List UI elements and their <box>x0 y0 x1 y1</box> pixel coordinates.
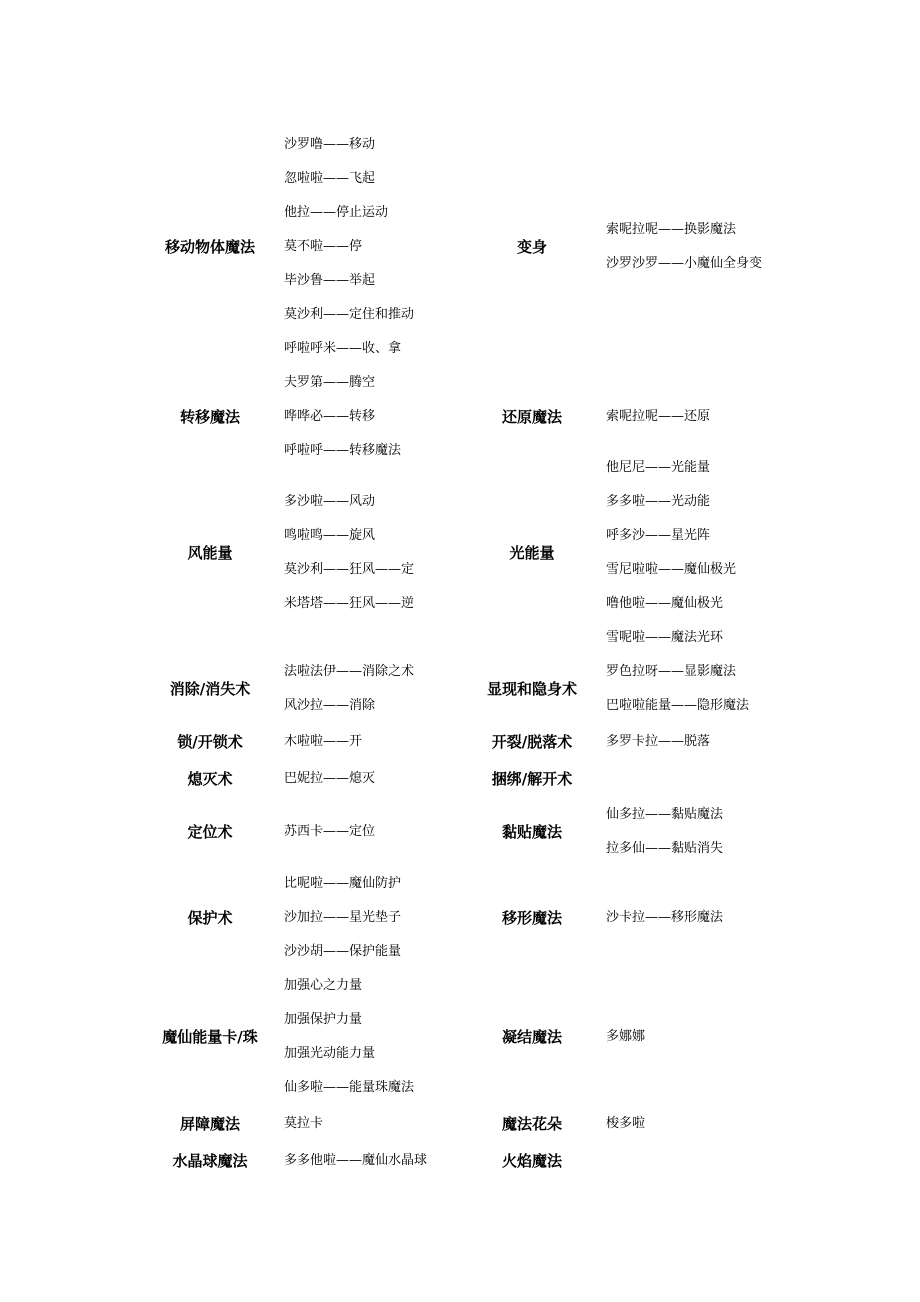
category-label: 开裂/脱落术 <box>491 733 573 751</box>
spell-entry: 呼多沙——星光阵 <box>606 528 711 543</box>
category-label: 移动物体魔法 <box>164 238 256 256</box>
category-label: 还原魔法 <box>501 408 563 426</box>
spell-entry: 莫不啦——停 <box>284 239 363 254</box>
category-label: 火焰魔法 <box>501 1152 563 1170</box>
category-label: 水晶球魔法 <box>172 1152 248 1170</box>
category-label: 保护术 <box>187 909 233 927</box>
spell-entry: 拉多仙——黏贴消失 <box>606 841 724 856</box>
spell-entry: 噜他啦——魔仙极光 <box>606 596 724 611</box>
spell-entry: 多多他啦——魔仙水晶球 <box>284 1153 428 1168</box>
spell-entry: 加强保护力量 <box>284 1012 363 1027</box>
category-label: 凝结魔法 <box>501 1028 563 1046</box>
spell-entry: 哗哗必——转移 <box>284 409 376 424</box>
spell-entry: 呼啦呼——转移魔法 <box>284 443 402 458</box>
spell-entry: 莫沙利——定住和推动 <box>284 307 415 322</box>
spell-entry: 多罗卡拉——脱落 <box>606 734 711 749</box>
spell-entry: 沙加拉——星光垫子 <box>284 910 402 925</box>
spell-entry: 索呢拉呢——还原 <box>606 409 711 424</box>
spell-entry: 多娜娜 <box>606 1029 646 1044</box>
category-label: 魔仙能量卡/珠 <box>162 1028 258 1046</box>
category-label: 定位术 <box>187 823 233 841</box>
category-label: 锁/开锁术 <box>177 733 243 751</box>
spell-entry: 鸣啦鸣——旋风 <box>284 528 376 543</box>
category-label: 捆绑/解开术 <box>491 770 573 788</box>
spell-entry: 他拉——停止运动 <box>284 205 389 220</box>
spell-entry: 莫沙利——狂风——定 <box>284 562 415 577</box>
spell-entry: 巴妮拉——熄灭 <box>284 771 376 786</box>
spell-entry: 比呢啦——魔仙防护 <box>284 876 402 891</box>
spell-entry: 沙卡拉——移形魔法 <box>606 910 724 925</box>
category-label: 魔法花朵 <box>501 1115 563 1133</box>
spell-entry: 雪呢啦——魔法光环 <box>606 630 724 645</box>
spell-entry: 雪尼啦啦——魔仙极光 <box>606 562 737 577</box>
spell-entry: 法啦法伊——消除之术 <box>284 664 415 679</box>
spell-entry: 苏西卡——定位 <box>284 824 376 839</box>
spell-entry: 他尼尼——光能量 <box>606 460 711 475</box>
spell-entry: 木啦啦——开 <box>284 734 363 749</box>
spell-entry: 多多啦——光动能 <box>606 494 711 509</box>
spell-entry: 多沙啦——风动 <box>284 494 376 509</box>
category-label: 光能量 <box>509 544 555 562</box>
category-label: 风能量 <box>187 544 233 562</box>
category-label: 转移魔法 <box>179 408 241 426</box>
category-label: 消除/消失术 <box>169 680 251 698</box>
category-label: 屏障魔法 <box>179 1115 241 1133</box>
spell-entry: 沙罗噜——移动 <box>284 137 376 152</box>
spell-entry: 莫拉卡 <box>284 1116 324 1131</box>
spell-entry: 罗色拉呀——显影魔法 <box>606 664 737 679</box>
category-label: 熄灭术 <box>187 770 233 788</box>
category-label: 黏贴魔法 <box>501 823 563 841</box>
spell-entry: 忽啦啦——飞起 <box>284 171 376 186</box>
spell-entry: 仙多啦——能量珠魔法 <box>284 1080 415 1095</box>
spell-entry: 仙多拉——黏贴魔法 <box>606 807 724 822</box>
category-label: 变身 <box>516 238 548 256</box>
spell-entry: 加强心之力量 <box>284 978 363 993</box>
spell-entry: 巴啦啦能量——隐形魔法 <box>606 698 750 713</box>
spell-entry: 梭多啦 <box>606 1116 646 1131</box>
spell-entry: 沙沙胡——保护能量 <box>284 944 402 959</box>
spell-entry: 毕沙鲁——举起 <box>284 273 376 288</box>
spell-entry: 索呢拉呢——换影魔法 <box>606 222 737 237</box>
spell-entry: 风沙拉——消除 <box>284 698 376 713</box>
spell-entry: 米塔塔——狂风——逆 <box>284 596 415 611</box>
spell-entry: 夫罗第——腾空 <box>284 375 376 390</box>
category-label: 显现和隐身术 <box>486 680 578 698</box>
spell-entry: 呼啦呼米——收、拿 <box>284 341 402 356</box>
category-label: 移形魔法 <box>501 909 563 927</box>
spell-entry: 加强光动能力量 <box>284 1046 376 1061</box>
spell-entry: 沙罗沙罗——小魔仙全身变 <box>606 256 763 271</box>
